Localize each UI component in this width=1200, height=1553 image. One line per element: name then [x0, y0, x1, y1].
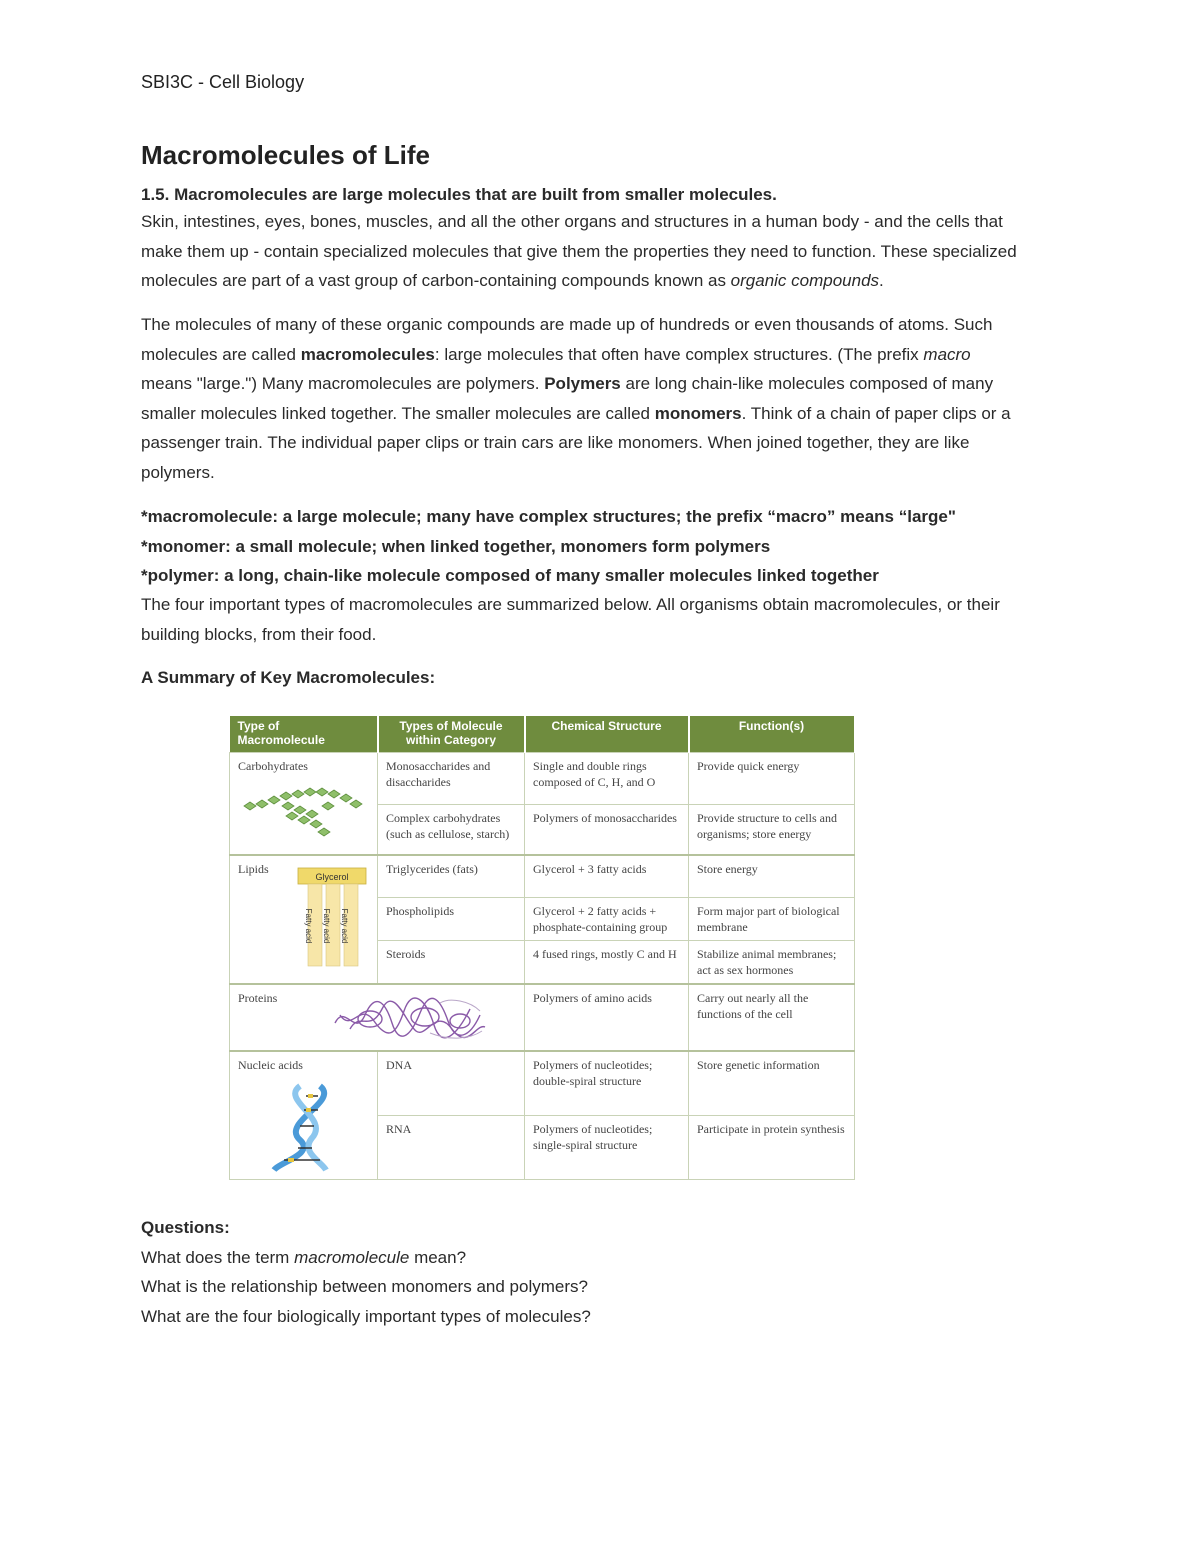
table-row: [230, 984, 855, 1051]
table-header-row: [230, 716, 855, 753]
cell-structure: Polymers of monosaccharides: [525, 805, 689, 855]
definition-macromolecule: *macromolecule: a large molecule; many have complex structures; the prefix “macro” means “large": [141, 507, 956, 526]
definitions-list: [141, 502, 1056, 591]
text-line: molecules are called macromolecules: large molecules that often have complex structures. (The prefix macro: [141, 344, 971, 364]
questions-label: Questions:: [141, 1218, 230, 1237]
text-line: polymers.: [141, 462, 215, 482]
cell-structure: Glycerol + 2 fatty acids + phosphate-containing group: [525, 898, 689, 941]
questions-section: [141, 1213, 1056, 1331]
text-line: means "large.") Many macromolecules are polymers. Polymers are long chain-like molecules composed of many: [141, 374, 994, 393]
text-line: molecules are part of a vast group of carbon-containing compounds known as organic compounds.: [141, 271, 884, 290]
cell-function: Provide quick energy: [689, 753, 855, 805]
question-2: What is the relationship between monomers and polymers?: [141, 1277, 588, 1296]
table-row: [230, 753, 855, 805]
fatty-acid-label: Fatty acid: [322, 908, 331, 943]
text-line: smaller molecules linked together. The smaller molecules are called monomers. Think of a chain of paper clips or a: [141, 403, 1011, 423]
cell-function: Participate in protein synthesis: [689, 1115, 855, 1179]
text-line: The molecules of many of these organic compounds are made up of hundreds or even thousands of atoms. Such: [141, 315, 993, 334]
cell-function: Carry out nearly all the functions of the cell: [689, 984, 855, 1051]
page-title: Macromolecules of Life: [141, 140, 430, 170]
cell-function: Store genetic information: [689, 1051, 855, 1115]
cell-structure: Glycerol + 3 fatty acids: [525, 855, 689, 898]
paragraph-intro: [141, 207, 1056, 296]
summary-heading: A Summary of Key Macromolecules:: [141, 668, 436, 687]
header-chemical-structure: Chemical Structure: [525, 716, 689, 753]
cell-function: Store energy: [689, 855, 855, 898]
cell-molecule: Phospholipids: [378, 898, 525, 941]
protein-structure-icon: [330, 993, 490, 1043]
cell-structure: Single and double rings composed of C, H, and O: [525, 753, 689, 805]
fatty-acid-label: Fatty acid: [340, 908, 349, 943]
dna-helix-icon: [260, 1082, 350, 1172]
text-line: The four important types of macromolecules are summarized below. All organisms obtain macromolecules, or their: [141, 595, 1000, 614]
question-3: What are the four biologically important types of molecules?: [141, 1306, 591, 1326]
section-heading: 1.5. Macromolecules are large molecules that are built from smaller molecules.: [141, 185, 777, 204]
organic-compounds-term: organic compounds: [730, 271, 880, 290]
proteins-cell: [230, 984, 525, 1051]
text-line: passenger train. The individual paper clips or train cars are like monomers. When joined together, they are like: [141, 433, 970, 452]
monomers-term: monomers: [654, 403, 742, 423]
text-line: building blocks, from their food.: [141, 624, 377, 644]
course-header: SBI3C - Cell Biology: [141, 72, 305, 92]
cell-molecule: Triglycerides (fats): [378, 855, 525, 898]
text-line: Skin, intestines, eyes, bones, muscles, and all the other organs and structures in a human body - and the cells that: [141, 212, 1003, 231]
carbohydrate-chain-icon: [238, 784, 368, 844]
cell-function: Stabilize animal membranes; act as sex hormones: [689, 941, 855, 985]
table-row: [230, 855, 855, 898]
text-line: make them up - contain specialized molecules that give them the properties they need to function. These specialized: [141, 241, 1017, 261]
header-functions: Function(s): [689, 716, 855, 753]
paragraph-summary-intro: [141, 590, 1056, 649]
header-type: Type of Macromolecule: [230, 716, 378, 753]
definition-polymer: *polymer: a long, chain-like molecule composed of many smaller molecules linked together: [141, 566, 879, 585]
question-1: What does the term macromolecule mean?: [141, 1247, 467, 1267]
cell-structure: Polymers of amino acids: [525, 984, 689, 1051]
nucleic-acids-cell: [230, 1051, 378, 1179]
table-row: [230, 1051, 855, 1115]
nucleic-acids-label: Nucleic acids: [238, 1058, 303, 1072]
cell-molecule: Complex carbohydrates (such as cellulose, starch): [378, 805, 525, 855]
cell-structure: Polymers of nucleotides; single-spiral structure: [525, 1115, 689, 1179]
paragraph-macromolecules: [141, 310, 1056, 487]
glycerol-label: Glycerol: [315, 871, 349, 882]
macromolecules-term: macromolecules: [300, 344, 435, 364]
cell-structure: 4 fused rings, mostly C and H: [525, 941, 689, 985]
lipids-label: Lipids: [238, 861, 269, 876]
cell-molecule: DNA: [378, 1051, 525, 1115]
cell-molecule: RNA: [378, 1115, 525, 1179]
macro-term: macro: [923, 344, 971, 364]
carbohydrates-label: Carbohydrates: [238, 759, 308, 773]
cell-structure: Polymers of nucleotides; double-spiral structure: [525, 1051, 689, 1115]
cell-molecule: Steroids: [378, 941, 525, 985]
lipids-cell: [230, 855, 378, 985]
cell-function: Provide structure to cells and organisms; store energy: [689, 805, 855, 855]
cell-molecule: Monosaccharides and disaccharides: [378, 753, 525, 805]
fatty-acid-label: Fatty acid: [304, 908, 313, 943]
header-molecule-types: Types of Molecule within Category: [378, 716, 525, 753]
carbohydrates-cell: [230, 753, 378, 855]
polymers-term: Polymers: [544, 374, 621, 393]
macromolecule-summary-table: [229, 716, 856, 1180]
cell-function: Form major part of biological membrane: [689, 898, 855, 941]
definition-monomer: *monomer: a small molecule; when linked together, monomers form polymers: [141, 536, 771, 556]
proteins-label: Proteins: [238, 991, 278, 1005]
